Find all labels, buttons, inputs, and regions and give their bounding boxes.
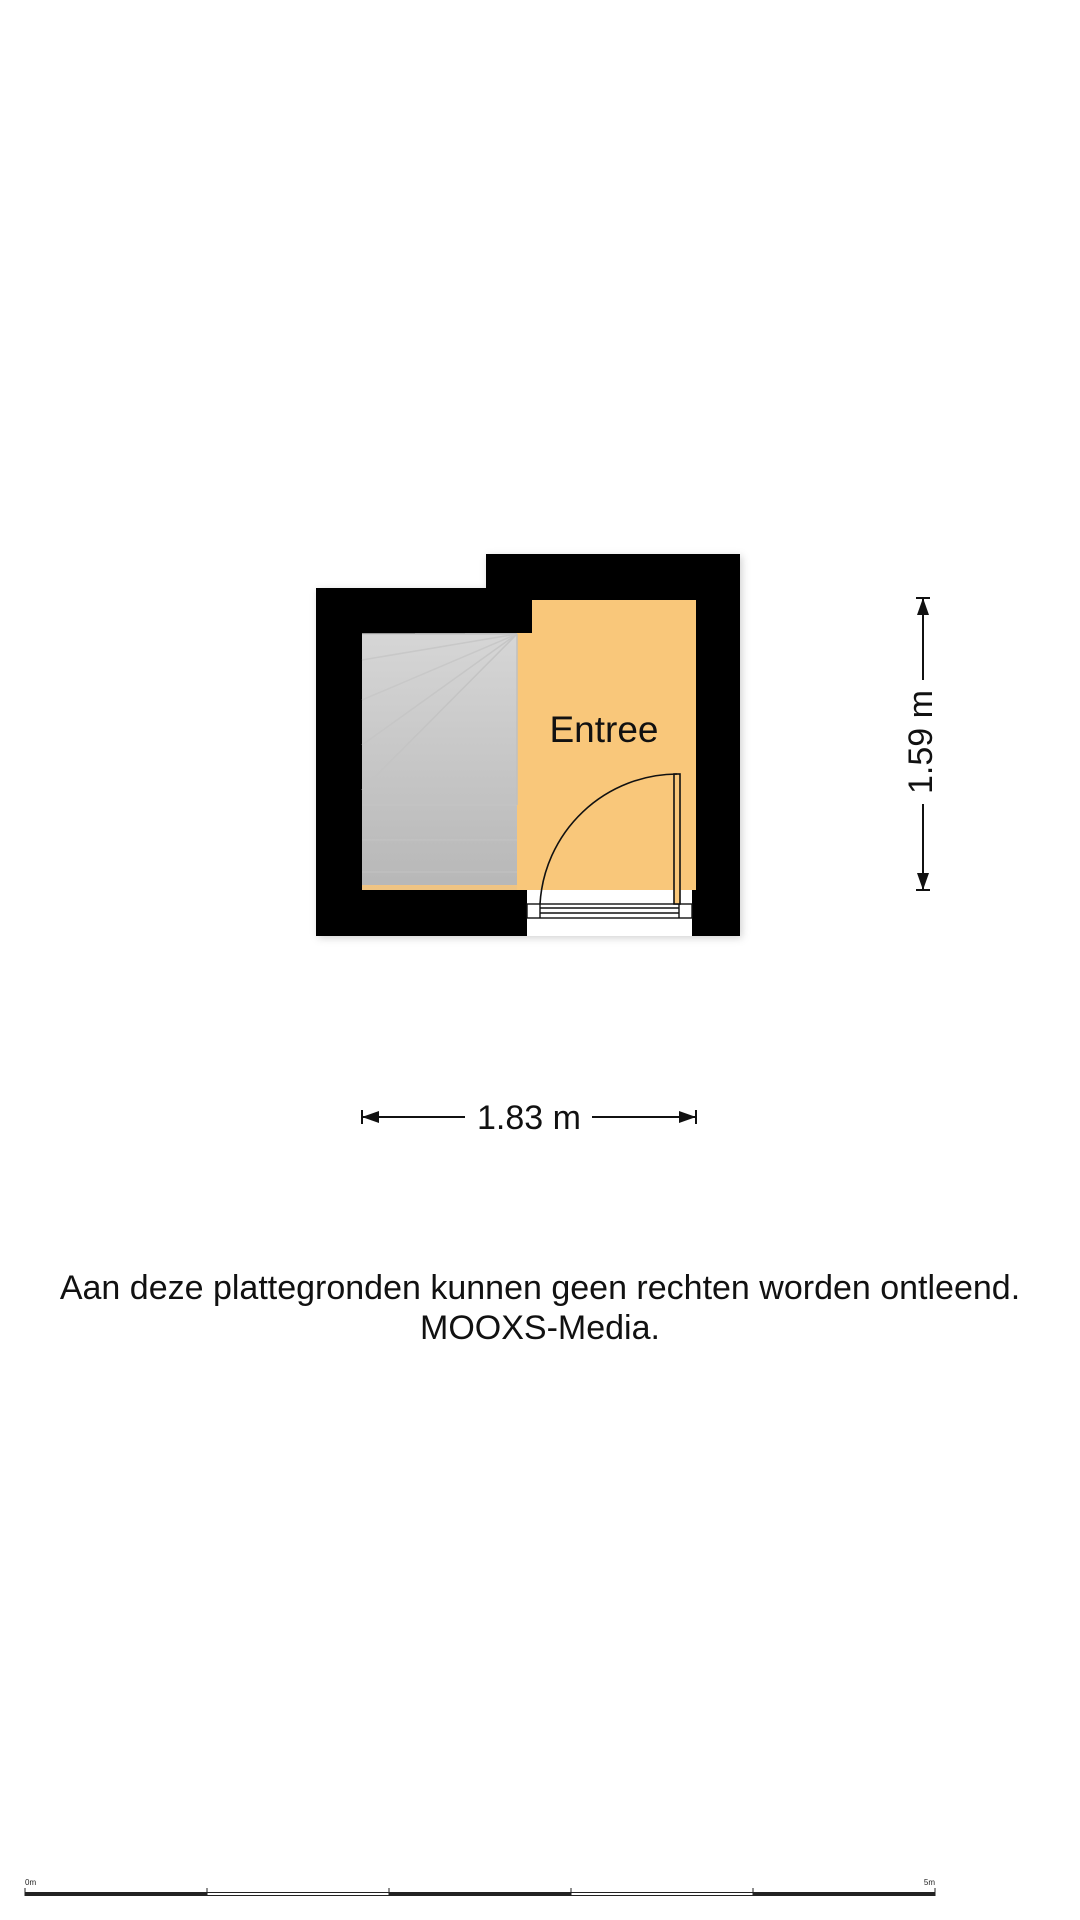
width-dimension-label: 1.83 m — [477, 1099, 581, 1137]
disclaimer-text: Aan deze plattegronden kunnen geen rechten worden ontleend. — [59, 1269, 1021, 1307]
height-dimension-label: 1.59 m — [901, 690, 940, 794]
scale-bar — [25, 1888, 935, 1896]
scale-bar-start-label: 0m — [25, 1878, 37, 1887]
room-label-entree: Entree — [549, 709, 659, 750]
staircase — [362, 634, 517, 890]
scale-bar-end-label: 5m — [923, 1878, 935, 1887]
disclaimer-credit: MOOXS-Media. — [420, 1309, 660, 1347]
